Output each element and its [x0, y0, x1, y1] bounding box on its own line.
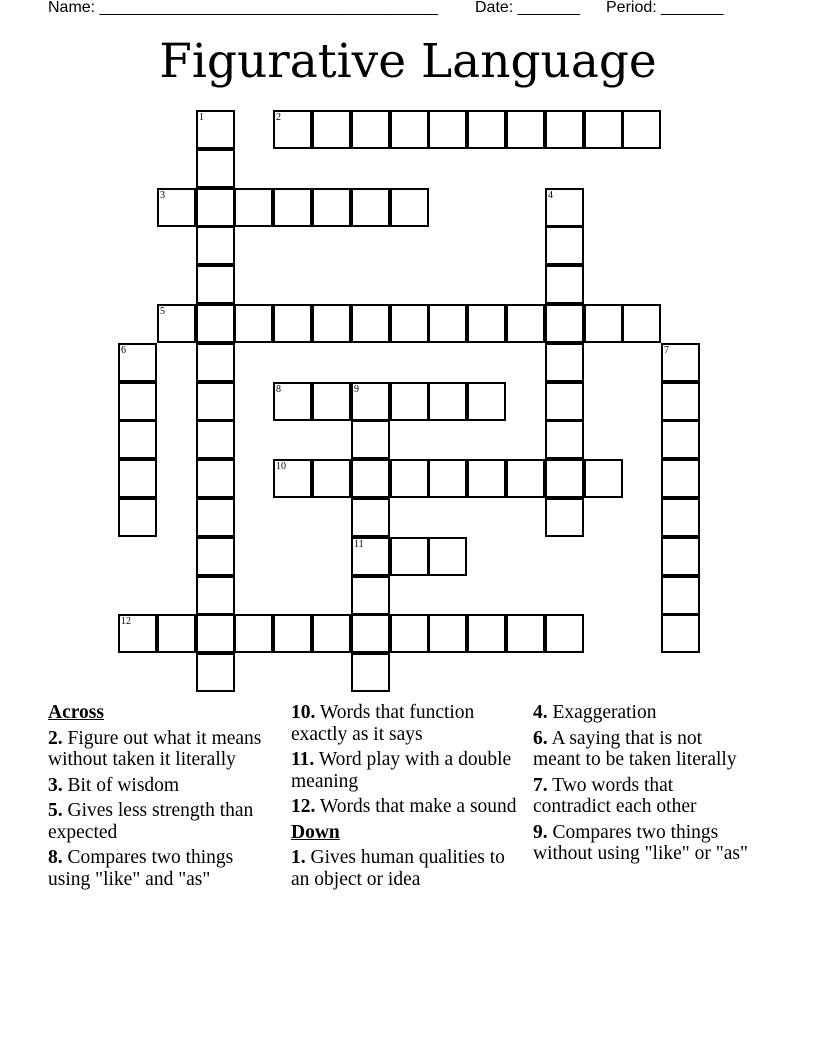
grid-cell[interactable] [584, 304, 623, 343]
grid-cell[interactable] [506, 614, 545, 653]
grid-cell[interactable] [273, 188, 312, 227]
grid-cell[interactable] [584, 110, 623, 149]
grid-cell[interactable] [661, 576, 700, 615]
name-field-label: Name: ______________________________________ [48, 0, 438, 16]
grid-cell[interactable] [661, 537, 700, 576]
grid-cell[interactable] [351, 614, 390, 653]
clue-across-10: 10. Words that function exactly as it says [291, 702, 475, 745]
clue-number: 1 [199, 112, 204, 123]
grid-cell[interactable] [390, 382, 429, 421]
grid-cell[interactable] [351, 498, 390, 537]
clue-number: 6 [121, 345, 126, 356]
clue-column-1 [48, 702, 276, 894]
across-heading: Across [48, 702, 104, 723]
grid-cell[interactable] [390, 459, 429, 498]
grid-cell[interactable] [545, 498, 584, 537]
grid-cell[interactable] [390, 110, 429, 149]
grid-cell[interactable] [351, 188, 390, 227]
grid-cell[interactable] [118, 498, 157, 537]
grid-cell[interactable] [428, 382, 467, 421]
grid-cell[interactable] [196, 226, 235, 265]
grid-cell[interactable] [390, 188, 429, 227]
grid-cell[interactable] [196, 498, 235, 537]
grid-cell[interactable] [545, 420, 584, 459]
grid-cell[interactable] [312, 459, 351, 498]
grid-cell[interactable] [196, 614, 235, 653]
grid-cell[interactable] [351, 110, 390, 149]
grid-cell[interactable] [273, 459, 312, 498]
grid-cell[interactable] [234, 614, 273, 653]
grid-cell[interactable] [196, 304, 235, 343]
grid-cell[interactable] [467, 304, 506, 343]
grid-cell[interactable] [196, 265, 235, 304]
grid-cell[interactable] [312, 382, 351, 421]
grid-cell[interactable] [273, 382, 312, 421]
grid-cell[interactable] [312, 614, 351, 653]
grid-cell[interactable] [545, 459, 584, 498]
down-heading: Down [291, 821, 340, 843]
clue-down-7: 7. Two words that contradict each other [533, 774, 697, 817]
grid-cell[interactable] [118, 614, 157, 653]
clue-number: 4 [548, 190, 553, 201]
grid-cell[interactable] [428, 459, 467, 498]
grid-cell[interactable] [390, 304, 429, 343]
grid-cell[interactable] [467, 382, 506, 421]
grid-cell[interactable] [545, 382, 584, 421]
clue-down-6: 6. A saying that is not meant to be taken literally [533, 727, 737, 770]
grid-cell[interactable] [196, 382, 235, 421]
period-field-label: Period: _______ [606, 0, 724, 16]
grid-cell[interactable] [157, 304, 196, 343]
clue-column-3 [533, 702, 753, 869]
clue-across-12: 12. Words that make a sound [291, 796, 517, 817]
grid-cell[interactable] [351, 459, 390, 498]
clue-down-9: 9. Compares two things without using "like" or "as" [533, 821, 748, 864]
grid-cell[interactable] [584, 459, 623, 498]
clue-across-2: 2. Figure out what it means without taken it literally [48, 727, 262, 770]
clue-column-2 [291, 702, 521, 894]
grid-cell[interactable] [351, 653, 390, 692]
clue-down-4: 4. Exaggeration [533, 702, 657, 723]
grid-cell[interactable] [273, 614, 312, 653]
grid-cell[interactable] [312, 110, 351, 149]
grid-cell[interactable] [157, 614, 196, 653]
grid-cell[interactable] [273, 304, 312, 343]
clue-number: 7 [664, 345, 669, 356]
grid-cell[interactable] [196, 188, 235, 227]
grid-cell[interactable] [661, 382, 700, 421]
grid-cell[interactable] [467, 110, 506, 149]
grid-cell[interactable] [428, 110, 467, 149]
grid-cell[interactable] [545, 110, 584, 149]
date-field-label: Date: _______ [475, 0, 580, 16]
grid-cell[interactable] [118, 343, 157, 382]
grid-cell[interactable] [661, 343, 700, 382]
grid-cell[interactable] [196, 653, 235, 692]
grid-cell[interactable] [622, 110, 661, 149]
clue-number: 2 [276, 112, 281, 123]
grid-cell[interactable] [312, 188, 351, 227]
grid-cell[interactable] [118, 382, 157, 421]
grid-cell[interactable] [545, 265, 584, 304]
clue-number: 9 [354, 384, 359, 395]
grid-cell[interactable] [467, 614, 506, 653]
grid-cell[interactable] [428, 614, 467, 653]
grid-cell[interactable] [196, 110, 235, 149]
grid-cell[interactable] [273, 110, 312, 149]
grid-cell[interactable] [351, 420, 390, 459]
grid-cell[interactable] [428, 304, 467, 343]
clue-across-3: 3. Bit of wisdom [48, 774, 180, 796]
page-title: Figurative Language [159, 34, 657, 89]
grid-cell[interactable] [428, 537, 467, 576]
grid-cell[interactable] [196, 459, 235, 498]
clue-number: 3 [160, 190, 165, 201]
grid-cell[interactable] [506, 459, 545, 498]
grid-cell[interactable] [234, 188, 273, 227]
grid-cell[interactable] [661, 614, 700, 653]
grid-cell[interactable] [661, 459, 700, 498]
clue-across-8: 8. Compares two things using "like" and "as" [48, 847, 234, 890]
grid-cell[interactable] [661, 420, 700, 459]
grid-cell[interactable] [506, 110, 545, 149]
grid-cell[interactable] [661, 498, 700, 537]
grid-cell[interactable] [234, 304, 273, 343]
grid-cell[interactable] [390, 614, 429, 653]
clue-number: 5 [160, 306, 165, 317]
grid-cell[interactable] [545, 188, 584, 227]
grid-cell[interactable] [545, 343, 584, 382]
grid-cell[interactable] [545, 304, 584, 343]
clue-number: 12 [121, 616, 131, 627]
grid-cell[interactable] [196, 576, 235, 615]
grid-cell[interactable] [545, 226, 584, 265]
grid-cell[interactable] [390, 537, 429, 576]
grid-cell[interactable] [351, 382, 390, 421]
clue-number: 8 [276, 384, 281, 395]
grid-cell[interactable] [351, 576, 390, 615]
grid-cell[interactable] [196, 537, 235, 576]
grid-cell[interactable] [118, 420, 157, 459]
grid-cell[interactable] [506, 304, 545, 343]
grid-cell[interactable] [467, 459, 506, 498]
clue-number: 11 [354, 539, 364, 550]
grid-cell[interactable] [351, 304, 390, 343]
grid-cell[interactable] [196, 343, 235, 382]
grid-cell[interactable] [196, 149, 235, 188]
clue-across-5: 5. Gives less strength than expected [48, 800, 254, 843]
clue-across-11: 11. Word play with a double meaning [291, 749, 512, 792]
grid-cell[interactable] [545, 614, 584, 653]
clue-number: 10 [276, 461, 286, 472]
grid-cell[interactable] [622, 304, 661, 343]
grid-cell[interactable] [118, 459, 157, 498]
grid-cell[interactable] [157, 188, 196, 227]
grid-cell[interactable] [351, 537, 390, 576]
clue-down-1: 1. Gives human qualities to an object or idea [291, 847, 505, 890]
grid-cell[interactable] [312, 304, 351, 343]
grid-cell[interactable] [196, 420, 235, 459]
